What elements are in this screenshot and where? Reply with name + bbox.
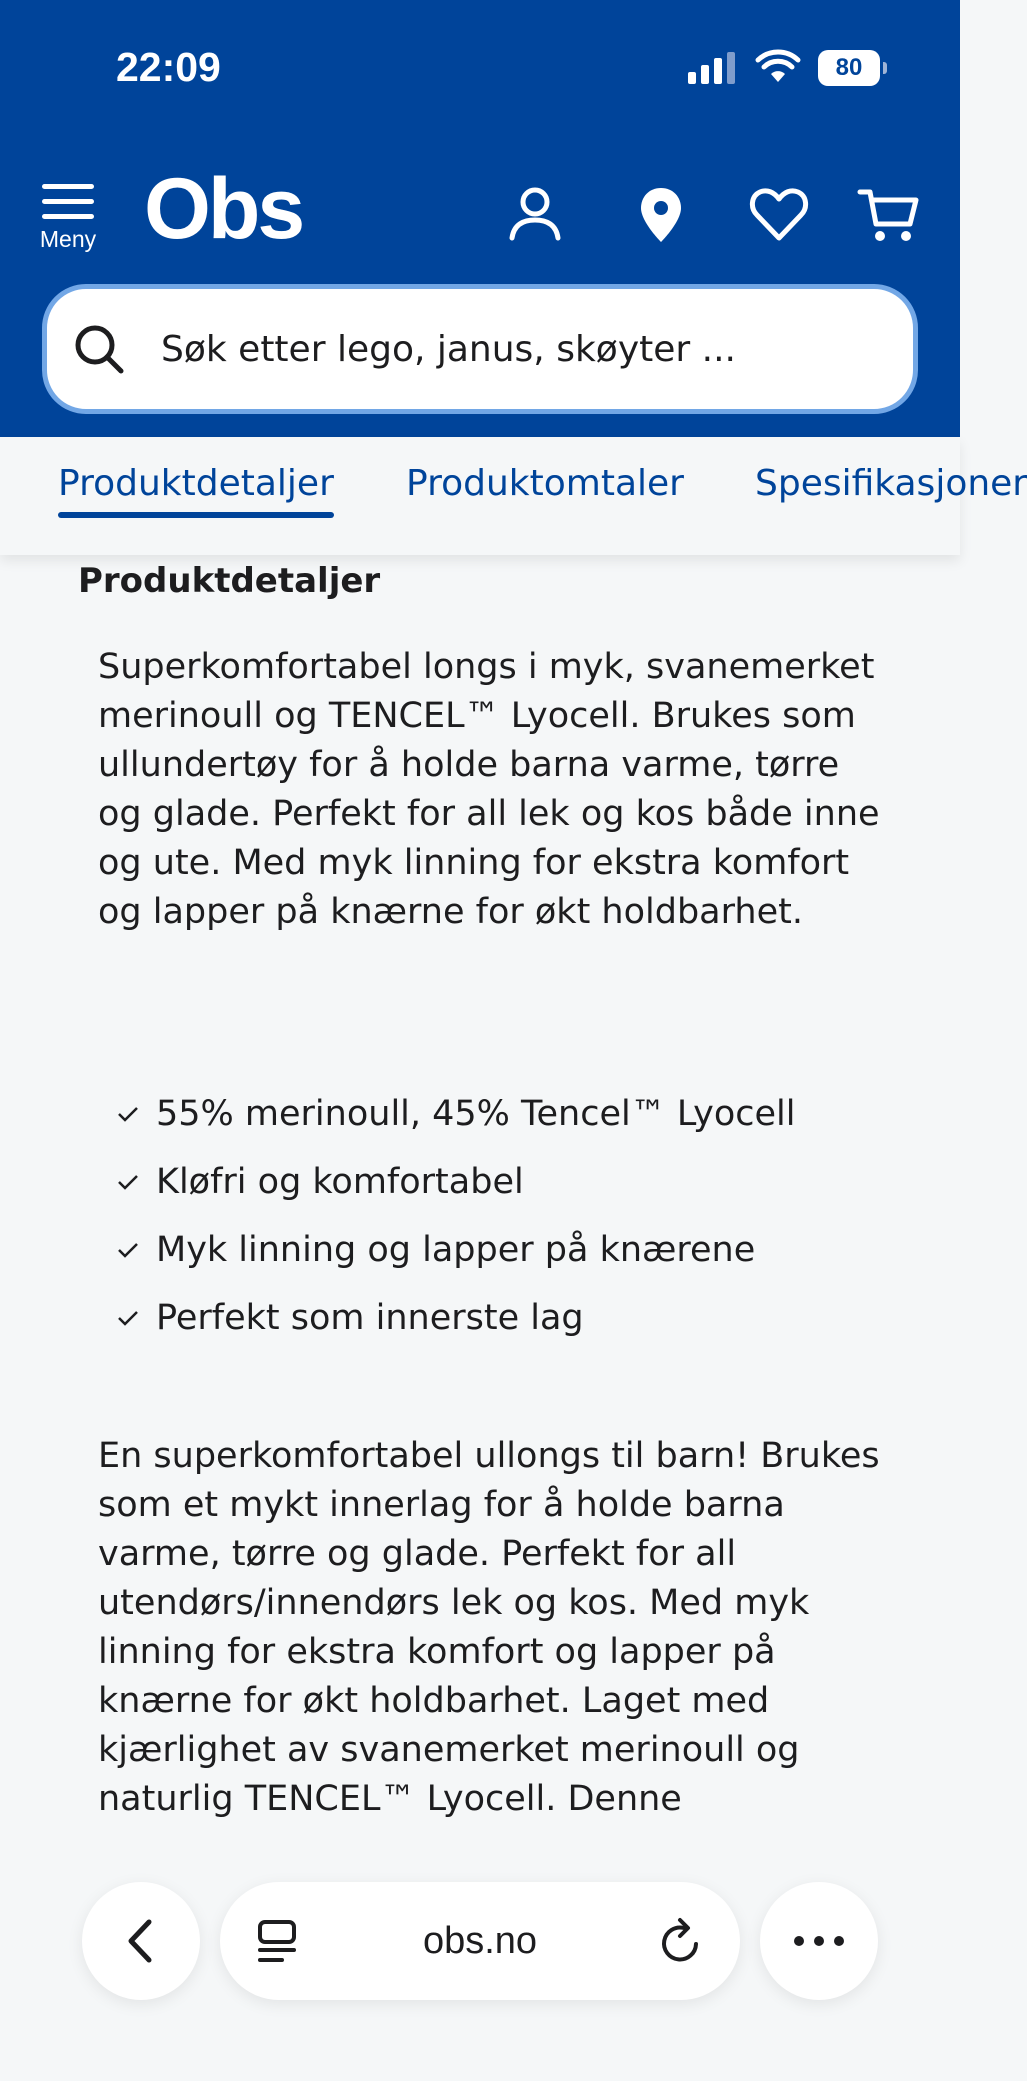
tab-produktomtaler[interactable]: Produktomtaler [406,463,684,504]
search-input[interactable] [161,329,861,370]
feature-text: Kløfri og komfortabel [156,1162,524,1202]
heart-icon[interactable] [748,184,810,246]
back-button[interactable] [82,1882,200,2000]
browser-toolbar [0,1845,960,2081]
tab-produktdetaljer[interactable]: Produktdetaljer [58,463,334,504]
menu-button[interactable] [36,182,100,253]
site-header [0,0,960,437]
more-button[interactable] [760,1882,878,2000]
address-bar[interactable] [220,1882,740,2000]
feature-item [116,1284,795,1352]
reload-icon[interactable] [658,1918,704,1966]
product-description: Superkomfortabel longs i myk, svanemerket merinoull og TENCEL™ Lyocell. Brukes som ullundertøy for å holde barna varme, tørre og glade. Perfekt for all lek og kos både inne og ute. Med myk linning for ekstra komfort og lapper på knærne for økt holdbarhet. [98,647,880,932]
checkmark-icon [116,1238,140,1262]
search-icon [73,323,125,375]
battery-indicator: 80 [818,50,880,86]
hamburger-icon [42,182,94,222]
status-icons [688,50,880,86]
feature-list [116,1080,795,1352]
feature-item [116,1216,795,1284]
product-tabs [0,437,1027,555]
feature-text: Perfekt som innerste lag [156,1298,584,1338]
search-bar[interactable] [42,284,918,414]
checkmark-icon [116,1170,140,1194]
url-text[interactable]: obs.no [422,1920,538,1962]
cellular-signal-icon [688,52,738,84]
back-chevron-icon [121,1916,161,1966]
account-icon[interactable] [504,184,566,246]
product-long-description: En superkomfortabel ullongs til barn! Brukes som et mykt innerlag for å holde barna varme, tørre og glade. Perfekt for all utendørs/innendørs lek og kos. Med myk linning for ekstra komfort og lapper på knærne for økt holdbarhet. Laget med kjærlighet av svanemerket merinoull og naturlig TENCEL™ Lyocell. Denne [98,1436,880,1819]
location-pin-icon[interactable] [630,184,692,246]
feature-text: 55% merinoull, 45% Tencel™ Lyocell [156,1094,796,1134]
checkmark-icon [116,1306,140,1330]
section-title: Produktdetaljer [78,561,381,601]
checkmark-icon [116,1102,140,1126]
wifi-icon [756,52,800,84]
more-dots-icon [792,1934,846,1948]
product-details-section [0,555,960,1845]
feature-item [116,1148,795,1216]
cart-icon[interactable] [858,184,920,246]
feature-item [116,1080,795,1148]
status-time: 22:09 [116,44,221,90]
tab-spesifikasjoner[interactable]: Spesifikasjoner [755,463,1027,504]
feature-text: Myk linning og lapper på knærene [156,1230,756,1270]
obs-logo[interactable]: Obs [144,161,303,257]
menu-label: Meny [39,226,97,252]
